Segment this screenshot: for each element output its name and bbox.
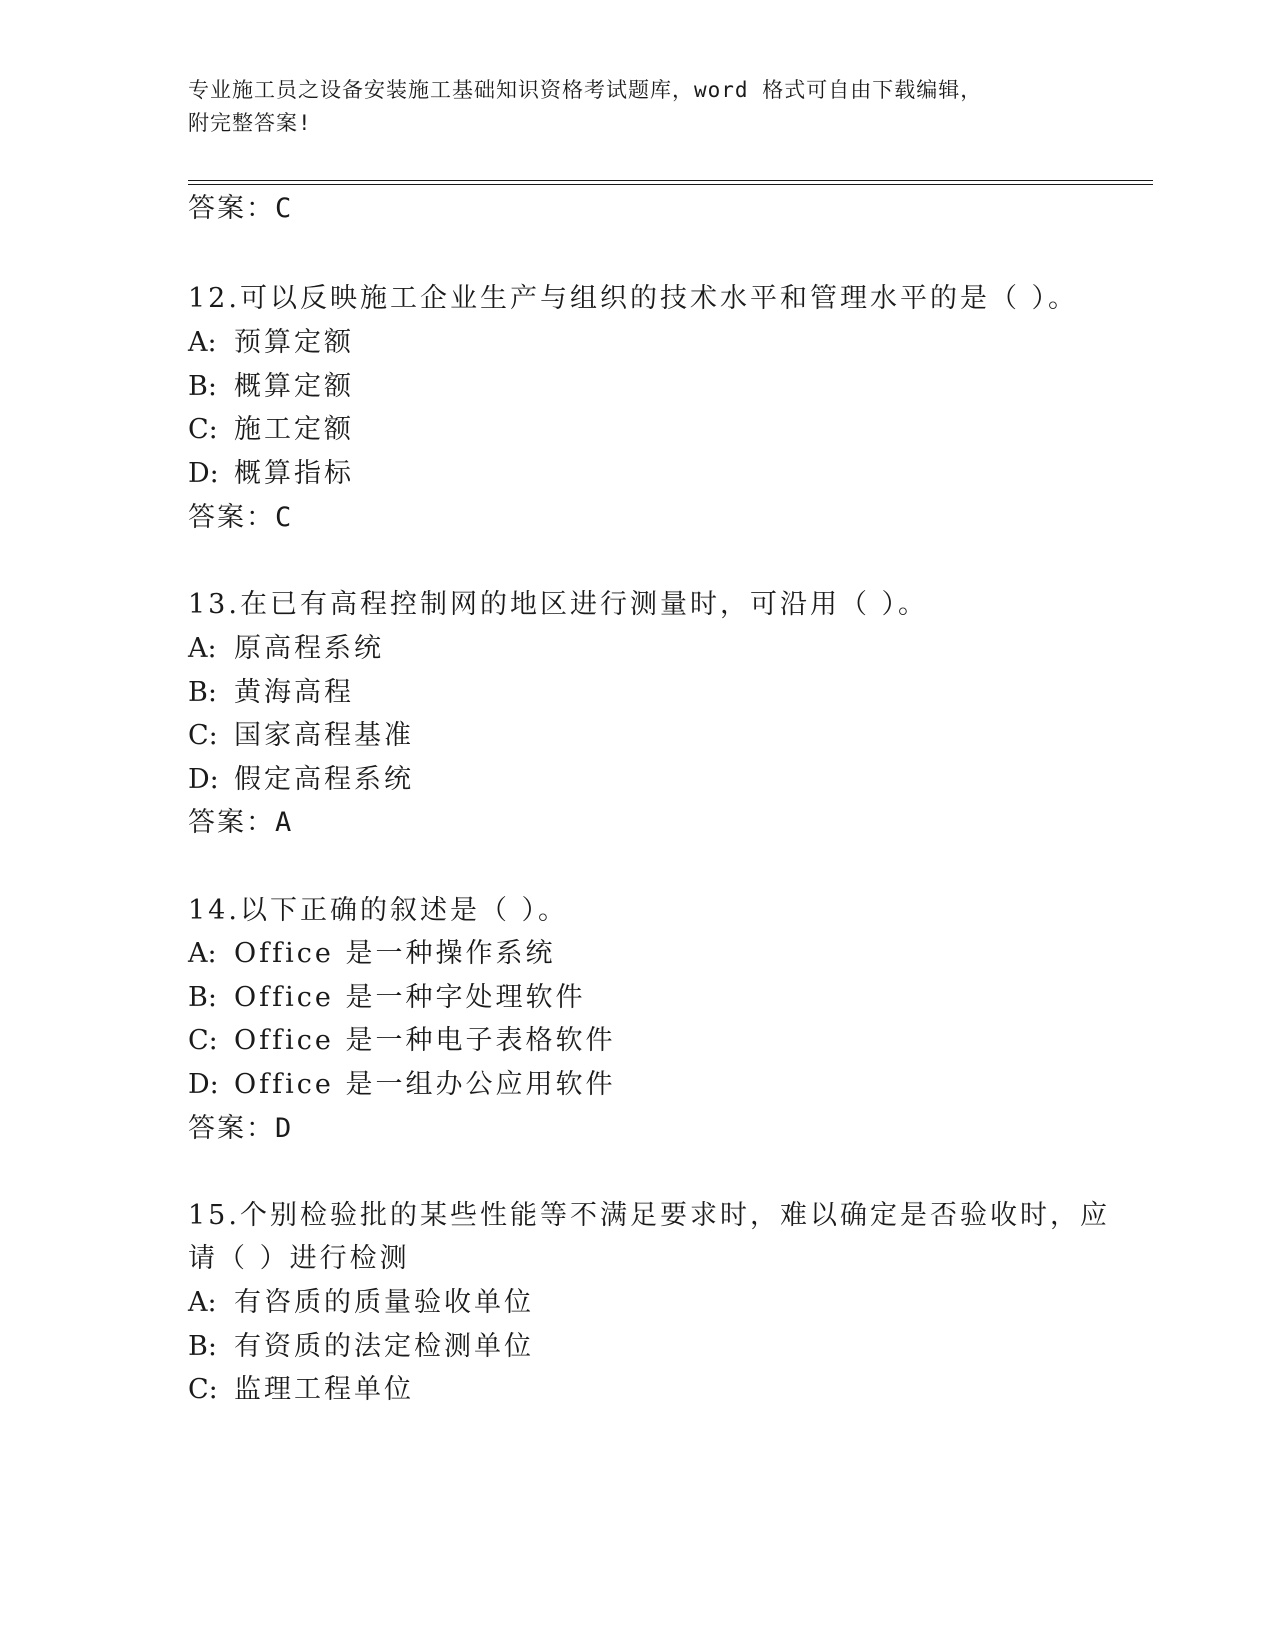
option-key: A: [188,938,217,969]
option-text: Office 是一组办公应用软件 [234,1069,616,1100]
option-key: A: [188,1287,217,1318]
option-key: A: [188,633,217,664]
document-header [188,74,1088,140]
option-key: C: [188,720,218,751]
answer-label: 答案： [188,1113,275,1144]
option-key: B: [188,371,217,402]
option-text: Office 是一种操作系统 [234,938,556,969]
question-stem: 14.以下正确的叙述是（ ）。 [188,895,569,926]
option-a [188,633,384,665]
option-b [188,677,354,709]
header-divider-bottom [188,184,1153,185]
option-text: 概算定额 [234,371,354,402]
option-key: B: [188,677,217,708]
option-key: C: [188,1374,218,1405]
option-text: 施工定额 [234,414,354,445]
answer-label: 答案： [188,502,275,533]
option-d [188,1069,615,1101]
option-c [188,1025,615,1057]
option-a [188,1287,534,1319]
answer-line [188,193,293,225]
option-c [188,1374,414,1406]
option-b [188,371,354,403]
option-d [188,764,414,796]
question-stem: 12.可以反映施工企业生产与组织的技术水平和管理水平的是（ ）。 [188,283,1079,314]
option-b [188,1331,534,1363]
option-text: 假定高程系统 [234,764,414,795]
option-text: 有资质的法定检测单位 [234,1331,534,1362]
header-line-2: 附完整答案! [188,111,312,135]
option-text: 有咨质的质量验收单位 [234,1287,534,1318]
option-text: 黄海高程 [234,677,354,708]
answer-label: 答案： [188,193,275,224]
option-text: 原高程系统 [234,633,384,664]
option-text: Office 是一种字处理软件 [234,982,586,1013]
answer-value: C [275,502,294,533]
option-b [188,982,585,1014]
option-text: 监理工程单位 [234,1374,414,1405]
option-key: A: [188,327,217,358]
answer-value: C [275,193,294,224]
option-d [188,458,354,490]
option-key: B: [188,982,217,1013]
option-key: B: [188,1331,217,1362]
option-c [188,720,414,752]
option-c [188,414,354,446]
option-text: 预算定额 [234,327,354,358]
answer-value: A [275,807,294,838]
option-key: D: [188,1069,219,1100]
question-stem-line-2: 请（ ）进行检测 [188,1243,410,1274]
option-text: Office 是一种电子表格软件 [234,1025,616,1056]
header-divider-top [188,180,1153,181]
option-key: C: [188,414,218,445]
question-stem: 13.在已有高程控制网的地区进行测量时，可沿用（ ）。 [188,589,929,620]
option-a [188,327,354,359]
option-text: 概算指标 [234,458,354,489]
option-key: D: [188,458,219,489]
option-key: D: [188,764,219,795]
answer-label: 答案： [188,807,275,838]
answer-value: D [275,1113,294,1144]
answer-line [188,1113,293,1145]
question-stem-line-1: 15.个别检验批的某些性能等不满足要求时，难以确定是否验收时，应 [188,1200,1110,1231]
header-line-1: 专业施工员之设备安装施工基础知识资格考试题库，word 格式可自由下载编辑， [188,78,983,102]
option-text: 国家高程基准 [234,720,414,751]
option-a [188,938,555,970]
option-key: C: [188,1025,218,1056]
answer-line [188,807,293,839]
answer-line [188,502,293,534]
